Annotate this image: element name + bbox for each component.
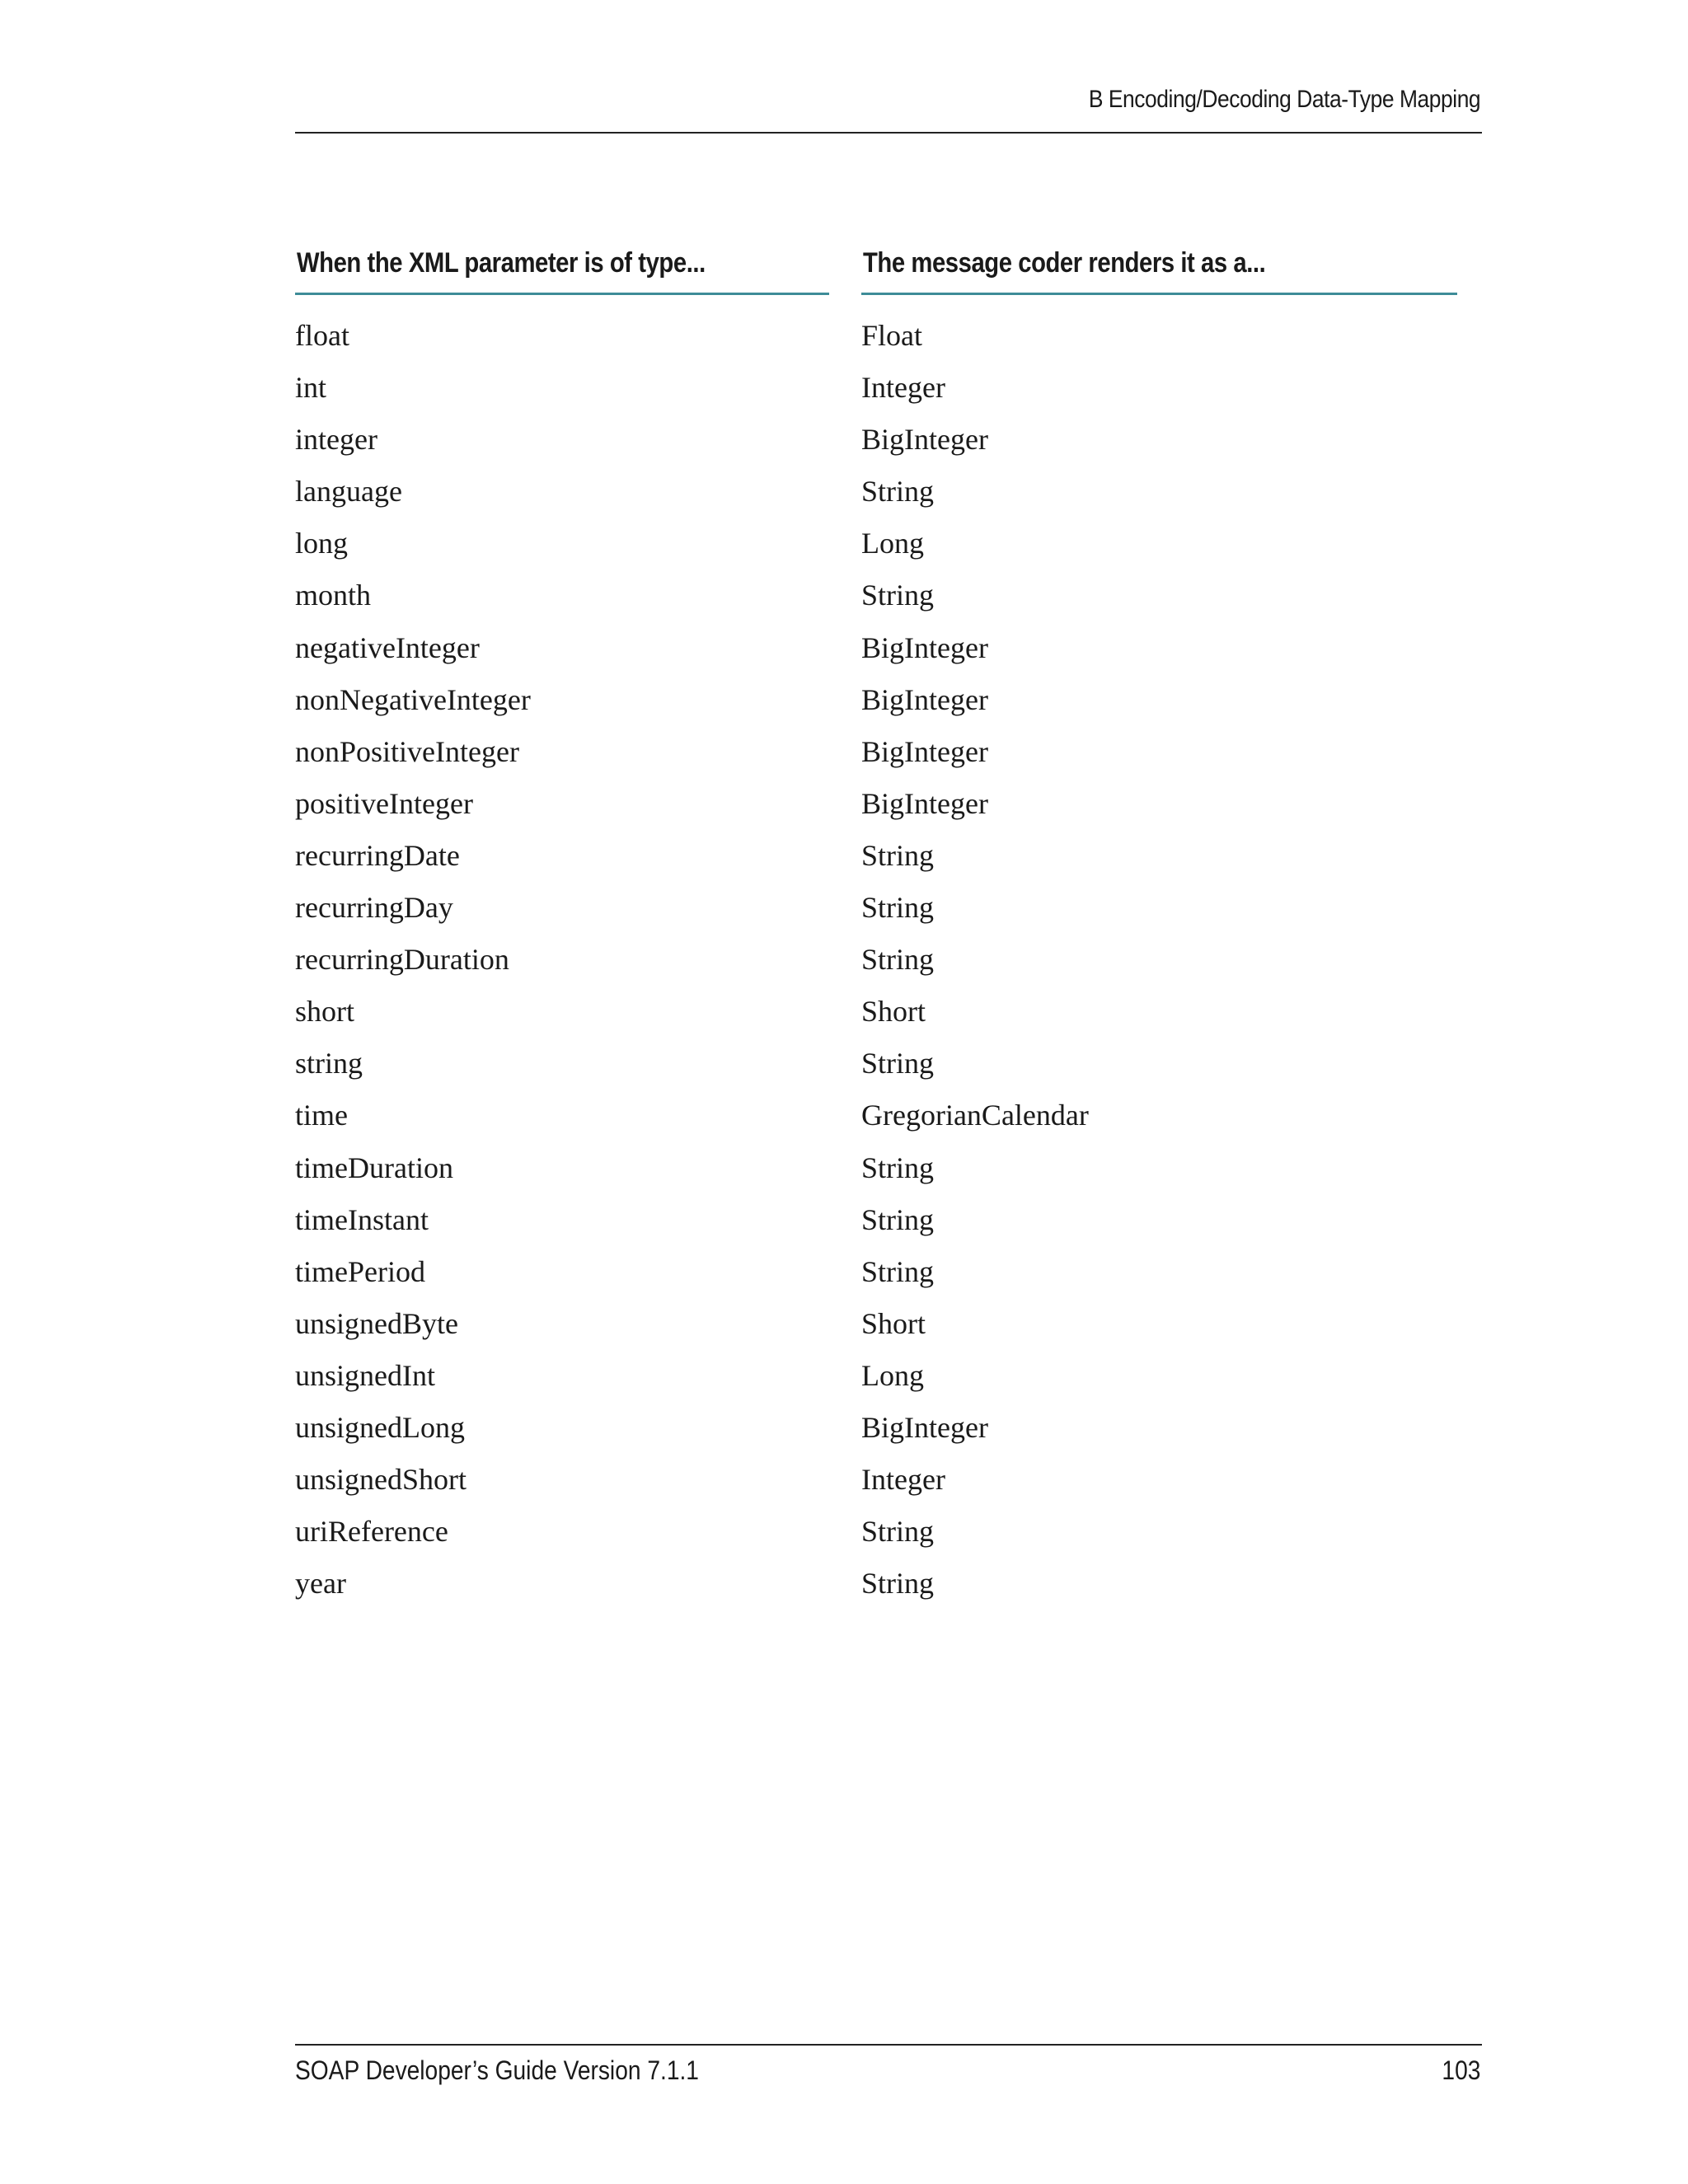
table-row: [295, 1558, 1457, 1610]
xml-type-cell: timeDuration: [295, 1151, 453, 1184]
table-row: [295, 518, 1457, 569]
java-type-cell: Long: [861, 1358, 924, 1392]
java-type-cell: BigInteger: [861, 682, 988, 716]
table-row: [295, 882, 1457, 934]
java-type-cell: String: [861, 1047, 935, 1080]
column-header-java-label: The message coder renders it as a...: [863, 247, 1266, 279]
java-type-cell: BigInteger: [861, 734, 988, 768]
table-row: [295, 674, 1457, 726]
table-row: [295, 1246, 1457, 1298]
java-type-cell: BigInteger: [861, 630, 988, 664]
xml-type-cell: unsignedLong: [295, 1410, 465, 1444]
java-type-cell: String: [861, 1202, 935, 1236]
xml-type-cell: timePeriod: [295, 1254, 425, 1288]
running-footer: [295, 2044, 1482, 2092]
java-type-cell: String: [861, 579, 935, 612]
table-row: [295, 1298, 1457, 1350]
footer-page-number: 103: [1442, 2055, 1480, 2085]
java-type-cell: BigInteger: [861, 423, 988, 457]
java-type-cell: Short: [861, 995, 926, 1029]
xml-type-cell: float: [295, 319, 349, 352]
table-row: [295, 1142, 1457, 1194]
xml-type-cell: unsignedShort: [295, 1463, 467, 1497]
java-type-cell: GregorianCalendar: [861, 1099, 1089, 1132]
table-row: [295, 622, 1457, 674]
xml-type-cell: month: [295, 579, 372, 612]
xml-type-cell: year: [295, 1567, 346, 1601]
table-row: [295, 986, 1457, 1038]
java-type-cell: String: [861, 943, 935, 977]
footer-document-title: SOAP Developer’s Guide Version 7.1.1: [295, 2055, 699, 2085]
xml-type-cell: recurringDuration: [295, 943, 509, 977]
xml-type-cell: time: [295, 1099, 348, 1132]
table-row: [295, 1454, 1457, 1506]
running-header-title: B Encoding/Decoding Data-Type Mapping: [1088, 86, 1480, 113]
java-type-cell: Integer: [861, 371, 945, 405]
column-header-java-type: [861, 244, 1457, 295]
xml-type-cell: positiveInteger: [295, 786, 473, 820]
xml-type-cell: unsignedByte: [295, 1306, 458, 1340]
java-type-cell: Integer: [861, 1463, 945, 1497]
table-body: [295, 310, 1457, 1610]
java-type-cell: BigInteger: [861, 1410, 988, 1444]
xml-type-cell: nonNegativeInteger: [295, 682, 531, 716]
column-header-xml-label: When the XML parameter is of type...: [297, 247, 706, 279]
table-row: [295, 1350, 1457, 1402]
java-type-cell: String: [861, 838, 935, 872]
xml-type-cell: timeInstant: [295, 1202, 429, 1236]
xml-type-cell: negativeInteger: [295, 630, 480, 664]
java-type-cell: String: [861, 1254, 935, 1288]
column-header-xml-type: [295, 244, 829, 295]
table-row: [295, 1506, 1457, 1558]
table-row: [295, 726, 1457, 778]
table-row: [295, 414, 1457, 466]
xml-type-cell: unsignedInt: [295, 1358, 435, 1392]
xml-type-cell: long: [295, 527, 349, 560]
table-row: [295, 310, 1457, 362]
table-row: [295, 1038, 1457, 1090]
xml-type-cell: int: [295, 371, 327, 405]
java-type-cell: BigInteger: [861, 786, 988, 820]
xml-type-cell: string: [295, 1047, 363, 1080]
table-row: [295, 830, 1457, 882]
table-row: [295, 1402, 1457, 1454]
table-row: [295, 934, 1457, 986]
xml-type-cell: language: [295, 475, 402, 509]
xml-type-cell: integer: [295, 423, 377, 457]
running-header: [295, 82, 1482, 134]
xml-type-cell: short: [295, 995, 354, 1029]
java-type-cell: String: [861, 1567, 935, 1601]
java-type-cell: Long: [861, 527, 924, 560]
java-type-cell: String: [861, 891, 935, 925]
java-type-cell: Float: [861, 319, 923, 352]
java-type-cell: Short: [861, 1306, 926, 1340]
java-type-cell: String: [861, 1515, 935, 1549]
table-row: [295, 569, 1457, 621]
java-type-cell: String: [861, 1151, 935, 1184]
xml-type-cell: uriReference: [295, 1515, 448, 1549]
table-row: [295, 778, 1457, 830]
table-row: [295, 466, 1457, 518]
xml-type-cell: nonPositiveInteger: [295, 734, 519, 768]
xml-type-cell: recurringDate: [295, 838, 460, 872]
java-type-cell: String: [861, 475, 935, 509]
xml-type-cell: recurringDay: [295, 891, 453, 925]
table-row: [295, 362, 1457, 414]
table-row: [295, 1194, 1457, 1246]
table-row: [295, 1090, 1457, 1141]
